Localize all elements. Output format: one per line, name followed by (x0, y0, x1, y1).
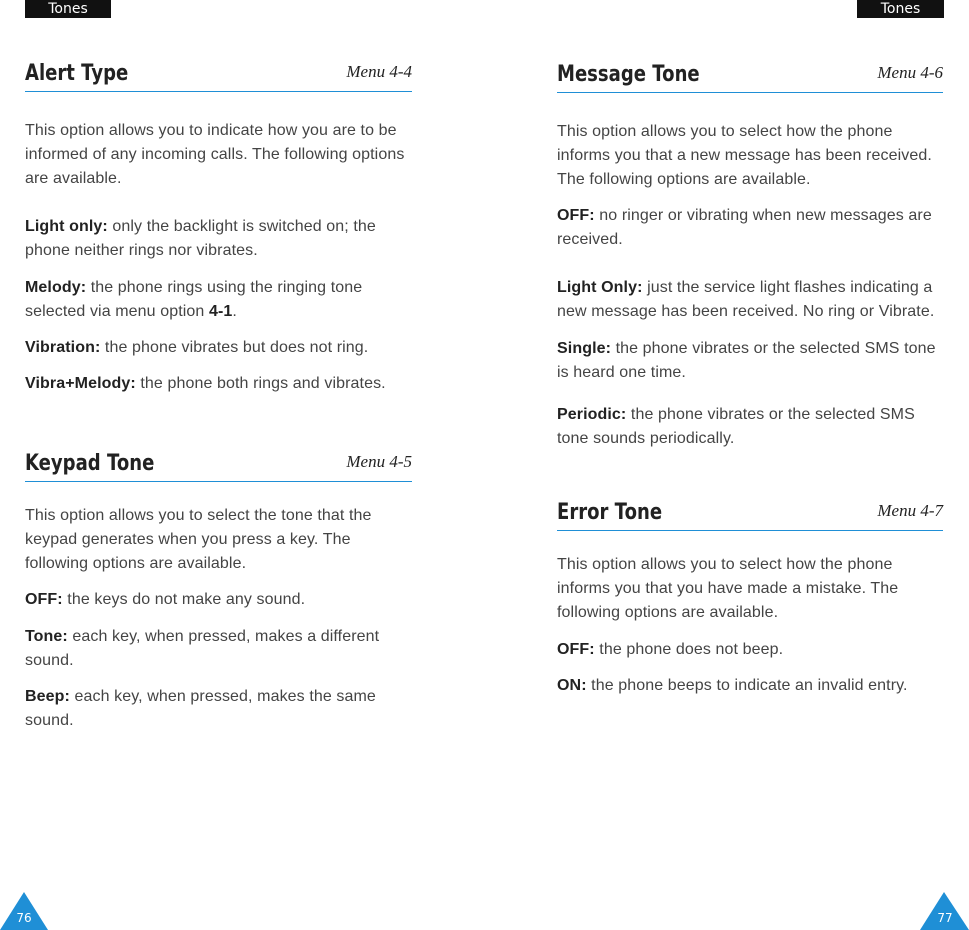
option-term: OFF: (557, 641, 595, 658)
option-desc: each key, when pressed, makes a different sound. (25, 628, 380, 669)
header-tab-right: Tones (857, 0, 944, 18)
section-heading-error-tone (557, 500, 943, 531)
section-heading-message-tone (557, 62, 943, 93)
option-desc: the phone does not beep. (594, 641, 784, 658)
page-number-right: 77 (937, 911, 953, 925)
option-desc: the phone both rings and vibrates. (135, 375, 386, 392)
option-term: Beep: (25, 688, 70, 705)
section-heading-alert-type (25, 61, 412, 92)
option-term: Light Only: (557, 279, 643, 296)
option-term: ON: (557, 677, 587, 694)
option-term: OFF: (557, 207, 595, 224)
header-tab-left: Tones (25, 0, 111, 18)
option-item (557, 204, 943, 252)
option-item (557, 276, 943, 324)
section-title: Alert Type (25, 61, 129, 86)
option-term: Vibra+Melody: (25, 375, 136, 392)
section-heading-keypad-tone (25, 451, 412, 482)
option-desc: no ringer or vibrating when new messages are received. (557, 207, 932, 248)
option-item (25, 625, 412, 673)
section-intro: This option allows you to select how the phone informs you that you have made a mistake. The following options are available. (557, 556, 899, 621)
section-intro: This option allows you to indicate how you are to be informed of any incoming calls. The following options are available. (25, 122, 405, 187)
menu-reference: Menu 4-7 (877, 501, 943, 520)
option-item (25, 685, 412, 733)
option-item (25, 336, 412, 360)
option-term: Periodic: (557, 406, 627, 423)
option-item (25, 215, 412, 263)
menu-reference: Menu 4-6 (877, 63, 943, 82)
option-term: Single: (557, 340, 612, 357)
option-desc: just the service light flashes indicating a new message has been received. No ring or Vibrate. (557, 279, 935, 320)
menu-reference: Menu 4-4 (346, 62, 412, 81)
option-item (557, 403, 943, 451)
option-desc: the phone vibrates or the selected SMS tone is heard one time. (557, 340, 936, 381)
option-desc: the phone beeps to indicate an invalid entry. (586, 677, 908, 694)
option-item (557, 638, 943, 662)
option-desc: only the backlight is switched on; the phone neither rings nor vibrates. (25, 218, 376, 259)
page-number-left: 76 (16, 911, 32, 925)
option-desc: the phone vibrates but does not ring. (100, 339, 369, 356)
section-title: Error Tone (557, 500, 663, 525)
option-menu-ref: 4-1 (208, 303, 233, 320)
option-term: Light only: (25, 218, 108, 235)
option-desc: the keys do not make any sound. (62, 591, 306, 608)
option-term: Tone: (25, 628, 68, 645)
option-item (557, 337, 943, 385)
option-item (557, 674, 943, 698)
option-desc: each key, when pressed, makes the same sound. (25, 688, 376, 729)
option-term: Vibration: (25, 339, 101, 356)
menu-reference: Menu 4-5 (346, 452, 412, 471)
option-term: OFF: (25, 591, 63, 608)
option-tail: . (232, 303, 237, 320)
section-intro: This option allows you to select the tone that the keypad generates when you press a key. The following options are available. (25, 507, 372, 572)
option-desc: the phone rings using the ringing tone selected via menu option (25, 279, 363, 320)
option-item (25, 276, 412, 324)
option-item (25, 588, 412, 612)
option-desc: the phone vibrates or the selected SMS tone sounds periodically. (557, 406, 915, 447)
section-title: Message Tone (557, 62, 700, 87)
option-item (25, 372, 412, 396)
option-term: Melody: (25, 279, 87, 296)
section-intro: This option allows you to select how the phone informs you that a new message has been received. The following options are available. (557, 123, 932, 188)
section-title: Keypad Tone (25, 451, 155, 476)
